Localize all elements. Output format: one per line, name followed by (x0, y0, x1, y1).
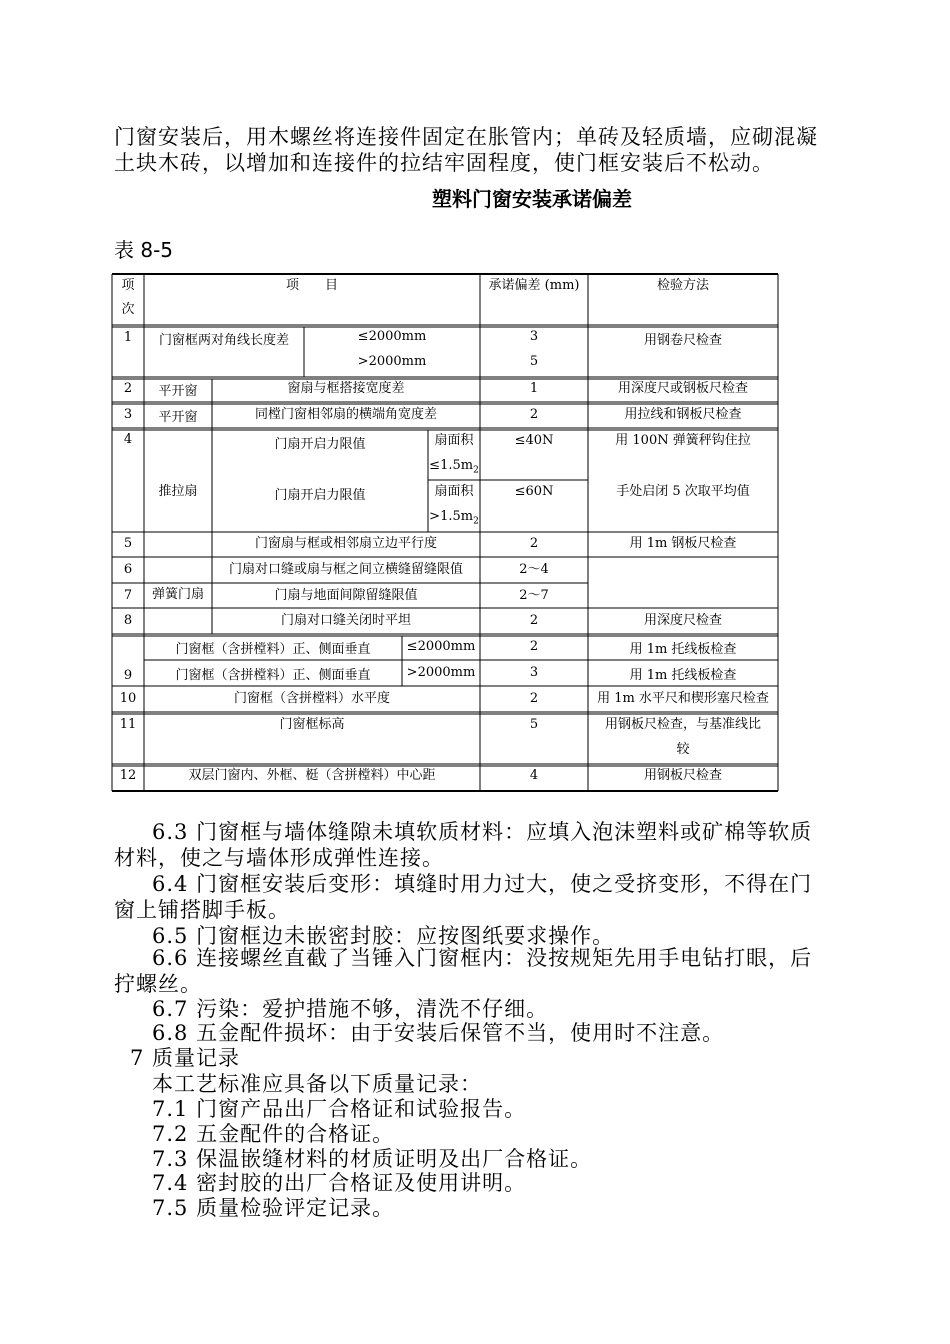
paragraph-6-8: 6.8 五金配件损坏：由于安装后保管不当，使用时不注意。 (152, 1021, 725, 1045)
row-category: 平开窗 (158, 410, 198, 425)
section-7-intro: 本工艺标准应具备以下质量记录： (152, 1072, 482, 1096)
row-area: 扇面积 (434, 484, 474, 499)
row-no: 7 (123, 588, 133, 603)
row-item: 门扇与地面间隙留缝限值 (274, 588, 418, 603)
row-deviation: ≤60N (514, 484, 554, 499)
paragraph-6-5: 6.5 门窗框边未嵌密封胶：应按图纸要求操作。 (152, 924, 615, 948)
row-no: 9 (123, 668, 133, 683)
row-method: 用深度尺或钢板尺检查 (617, 381, 748, 396)
item-7-3: 7.3 保温嵌缝材料的材质证明及出厂合格证。 (152, 1147, 593, 1171)
item-7-4: 7.4 密封胶的出厂合格证及使用讲明。 (152, 1171, 527, 1195)
header-deviation: 承诺偏差 (mm) (488, 278, 580, 293)
row-item: 窗扇与框搭接宽度差 (287, 381, 405, 396)
row-deviation: 5 (529, 717, 539, 732)
row-sub: ≤2000mm (406, 639, 476, 654)
header-method: 检验方法 (656, 278, 709, 293)
row-method: 用深度尺检查 (643, 613, 722, 628)
row-no: 5 (123, 536, 133, 551)
row-item: 门扇对口缝或扇与框之间立横缝留缝限值 (228, 562, 463, 577)
section-7-heading: 7 质量记录 (130, 1046, 241, 1070)
row-method: 用 1m 托线板检查 (629, 642, 737, 657)
row-method: 用钢板尺检查 (643, 768, 722, 783)
row-category: 弹簧门扇 (151, 587, 204, 602)
row-item: 双层门窗内、外框、梃（含拼樘料）中心距 (188, 768, 436, 783)
row-area: $>1.5m_2$ (429, 509, 479, 527)
header-no-2: 次 (121, 302, 135, 317)
row-method: 用钢板尺检查，与基准线比 (604, 717, 761, 732)
intro-line-1: 门窗安装后，用木螺丝将连接件固定在胀管内；单砖及轻质墙，应砌混凝 (114, 125, 818, 149)
row-deviation: 2 (529, 536, 539, 551)
row-item: 门窗扇与框或相邻扇立边平行度 (254, 536, 437, 551)
row-sub: >2000mm (406, 665, 476, 680)
row-item: 门窗框标高 (279, 717, 345, 732)
row-no: 2 (123, 381, 133, 396)
row-area: $\le 1.5m_2$ (429, 458, 479, 476)
row-no: 11 (119, 717, 137, 732)
table-title: 塑料门窗安装承诺偏差 (432, 187, 632, 211)
row-method: 用 1m 钢板尺检查 (629, 536, 737, 551)
table-number: 表 8-5 (114, 238, 174, 262)
intro-line-2: 土块木砖，以增加和连接件的拉结牢固程度，使门框安装后不松动。 (114, 151, 774, 175)
row-method: 用 1m 水平尺和楔形塞尺检查 (597, 691, 769, 706)
header-item: 项 目 (285, 278, 338, 293)
row-method: 用钢卷尺检查 (643, 333, 722, 348)
row-no: 12 (119, 768, 137, 783)
paragraph-6-4-cont: 窗上铺搭脚手板。 (114, 898, 290, 922)
paragraph-6-3-cont: 材料，使之与墙体形成弹性连接。 (114, 846, 444, 870)
row-deviation: 2 (529, 691, 539, 706)
row-method: 较 (676, 742, 690, 757)
row-no: 8 (123, 613, 133, 628)
row-no: 10 (119, 691, 137, 706)
row-method: 手处启闭 5 次取平均值 (616, 484, 750, 499)
row-sub: ≤2000mm (357, 329, 427, 344)
row-item: 门窗框（含拼樘料）正、侧面垂直 (175, 642, 371, 657)
row-item: 门窗框（含拼樘料）正、侧面垂直 (175, 668, 371, 683)
row-deviation: 2～7 (519, 588, 549, 603)
item-7-2: 7.2 五金配件的合格证。 (152, 1122, 395, 1146)
row-method: 用拉线和钢板尺检查 (624, 407, 742, 422)
row-no: 3 (123, 407, 133, 422)
row-item: 门窗框两对角线长度差 (158, 333, 289, 348)
row-deviation: 2～4 (519, 562, 549, 577)
paragraph-6-7: 6.7 污染：爱护措施不够，清洗不仔细。 (152, 997, 549, 1021)
item-7-1: 7.1 门窗产品出厂合格证和试验报告。 (152, 1097, 527, 1121)
row-deviation: 2 (529, 613, 539, 628)
row-no: 1 (123, 330, 133, 345)
row-category: 推拉扇 (158, 484, 198, 499)
row-no: 4 (123, 432, 133, 447)
row-method: 用 1m 托线板检查 (629, 668, 737, 683)
row-item: 门窗框（含拼樘料）水平度 (233, 691, 390, 706)
row-deviation: 1 (529, 381, 539, 396)
paragraph-6-6: 6.6 连接螺丝直截了当锤入门窗框内：没按规矩先用手电钻打眼，后 (152, 946, 813, 970)
row-category: 平开窗 (158, 384, 198, 399)
header-no-1: 项 (121, 278, 135, 293)
item-7-5: 7.5 质量检验评定记录。 (152, 1196, 395, 1220)
row-deviation: 5 (529, 354, 539, 369)
paragraph-6-6-cont: 拧螺丝。 (114, 972, 202, 996)
row-deviation: 3 (529, 665, 539, 680)
row-deviation: ≤40N (514, 433, 554, 448)
row-deviation: 2 (529, 407, 539, 422)
row-sub: >2000mm (357, 354, 427, 369)
row-item: 门扇开启力限值 (274, 437, 366, 452)
row-item: 门扇对口缝关闭时平坦 (280, 613, 411, 628)
row-no: 6 (123, 562, 133, 577)
row-deviation: 3 (529, 329, 539, 344)
row-deviation: 2 (529, 639, 539, 654)
paragraph-6-3: 6.3 门窗框与墙体缝隙未填软质材料：应填入泡沫塑料或矿棉等软质 (152, 820, 813, 844)
row-area: 扇面积 (434, 433, 474, 448)
row-deviation: 4 (529, 768, 539, 783)
row-method: 用 100N 弹簧秤钩住拉 (615, 433, 751, 448)
row-item: 同樘门窗相邻扇的横端角宽度差 (254, 407, 437, 422)
row-item: 门扇开启力限值 (274, 488, 366, 503)
paragraph-6-4: 6.4 门窗框安装后变形：填缝时用力过大，使之受挤变形，不得在门 (152, 872, 813, 896)
